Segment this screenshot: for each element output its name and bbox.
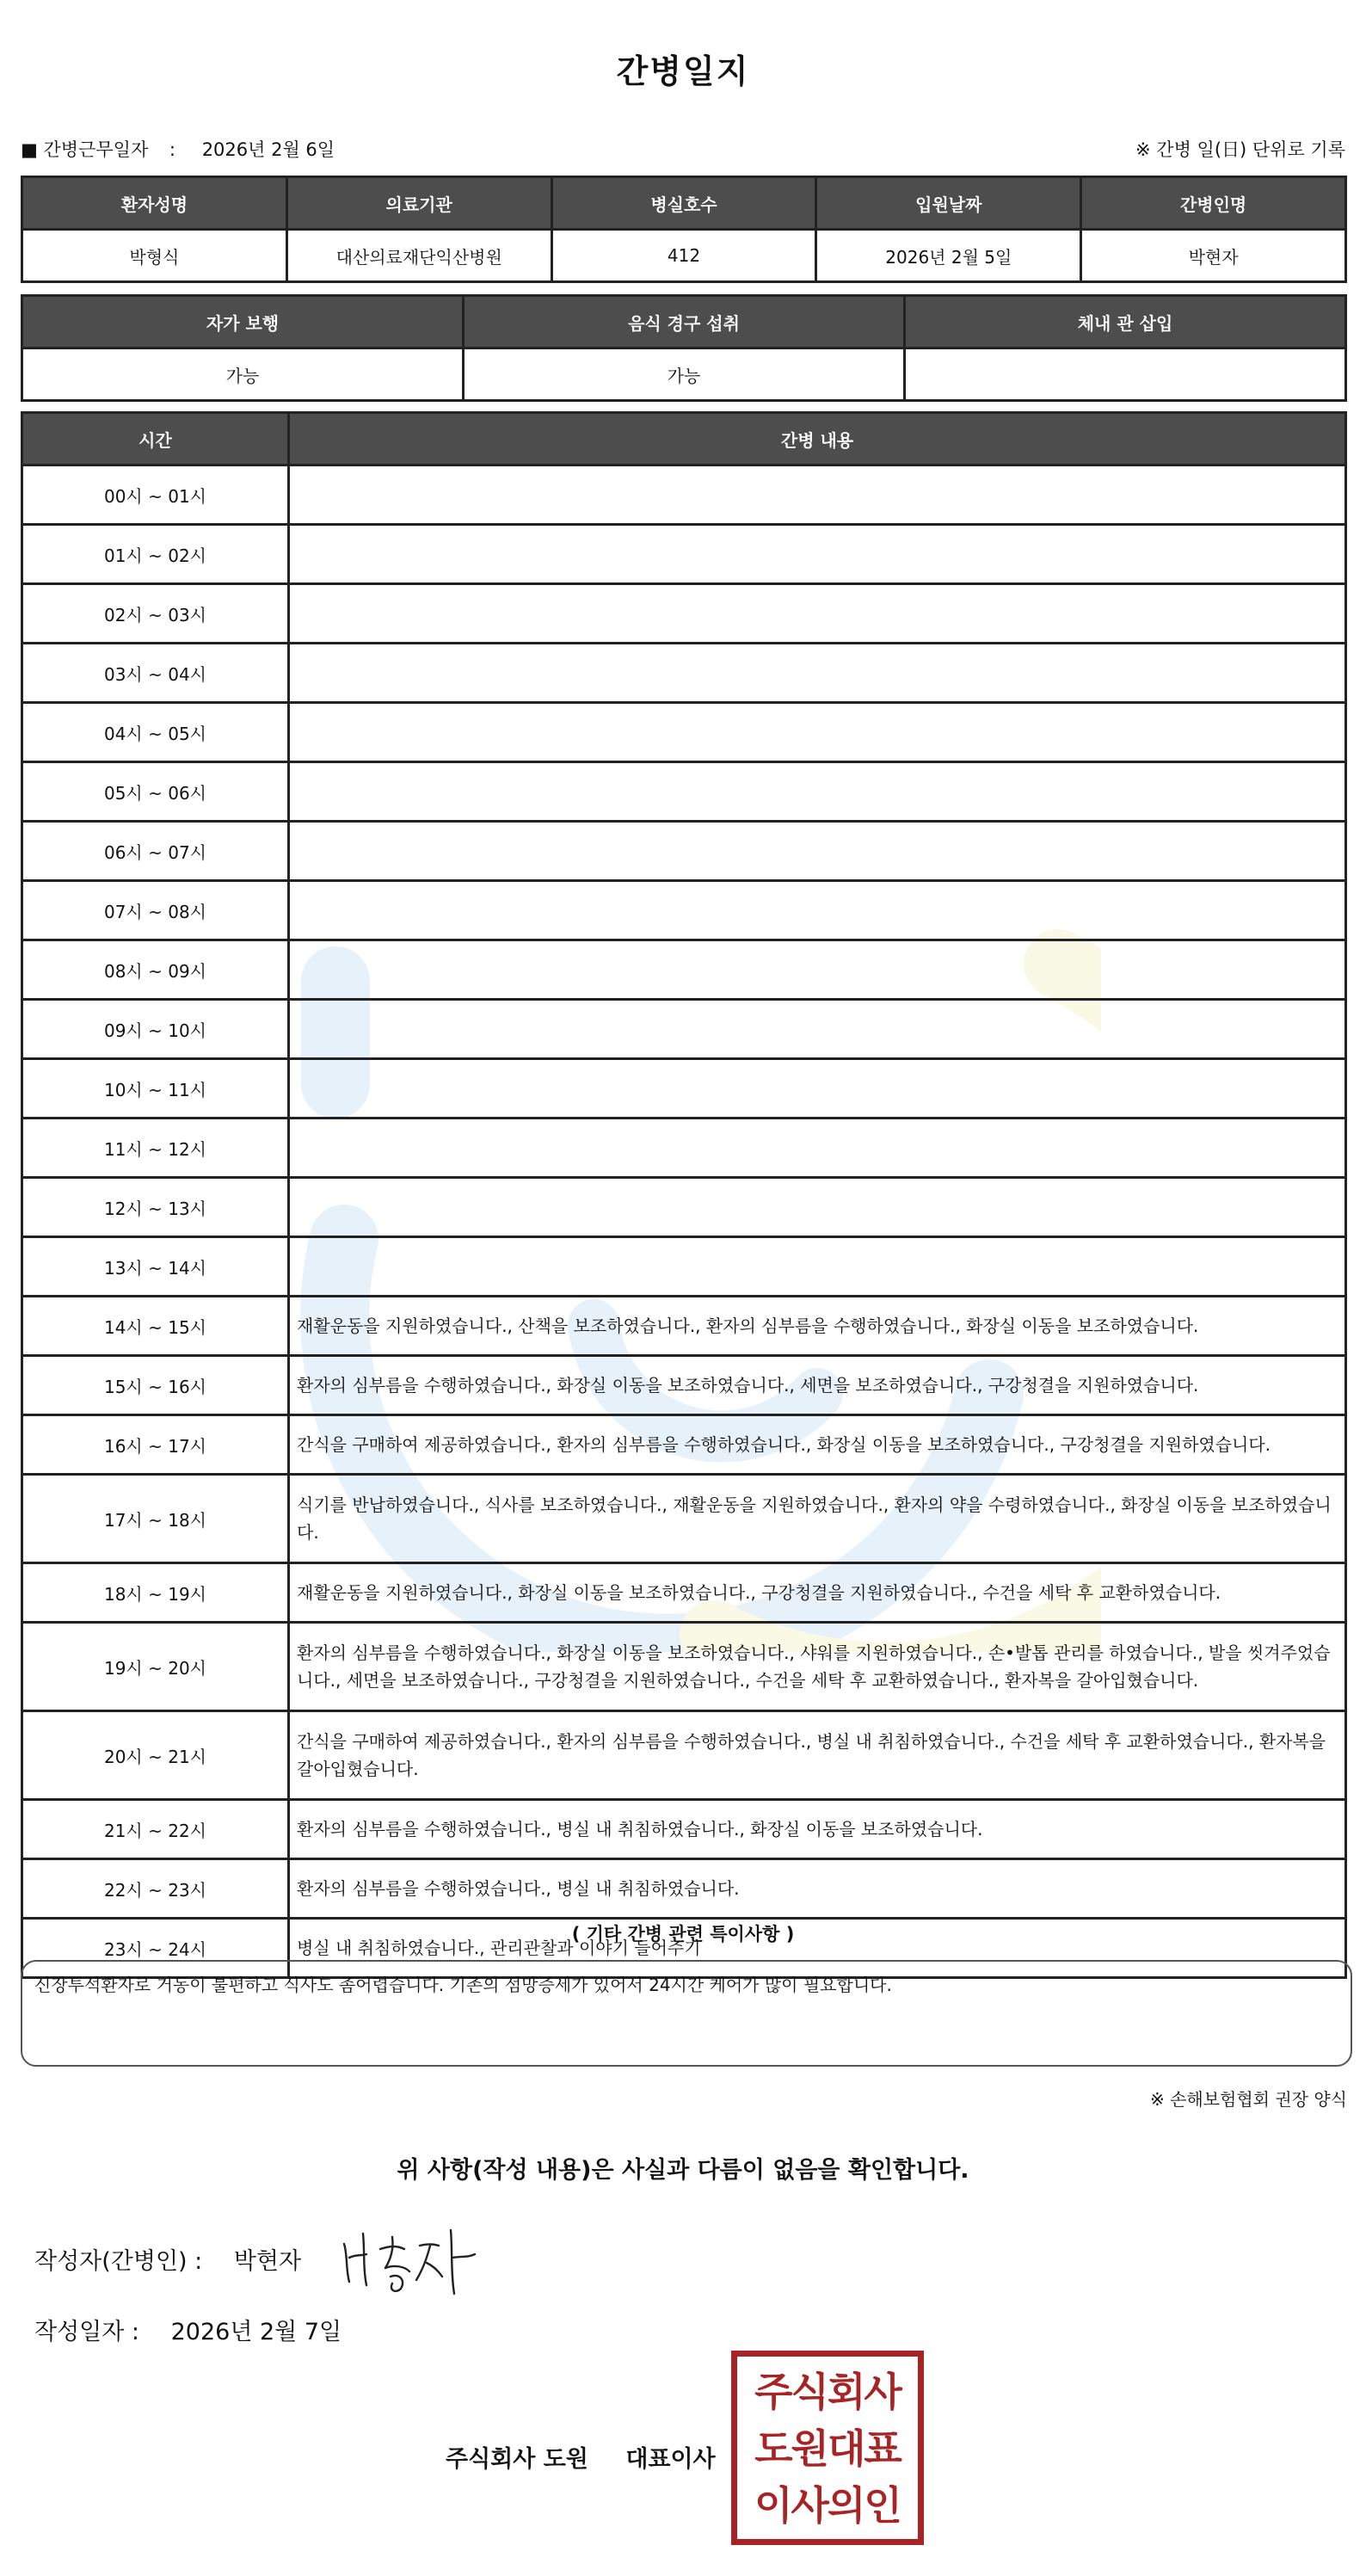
log-time: 10시 ~ 11시 <box>22 1059 289 1119</box>
representative-title: 대표이사 <box>625 2446 716 2473</box>
seal-line: 이사의인 <box>754 2482 901 2529</box>
seal-line: 주식회사 <box>754 2369 901 2415</box>
company-name: 주식회사 도원 <box>446 2446 588 2473</box>
log-content: 재활운동을 지원하였습니다., 산책을 보조하였습니다., 환자의 심부름을 수행하였습니다., 화장실 이동을 보조하였습니다. <box>289 1297 1346 1356</box>
log-time: 23시 ~ 24시 <box>22 1919 289 1978</box>
log-time: 05시 ~ 06시 <box>22 762 289 822</box>
log-time: 18시 ~ 19시 <box>22 1563 289 1623</box>
log-content <box>289 881 1346 940</box>
log-content: 간식을 구매하여 제공하였습니다., 환자의 심부름을 수행하였습니다., 병실 내 취침하였습니다., 수건을 세탁 후 교환하였습니다., 환자복을 갈아입혔습니다. <box>289 1711 1346 1800</box>
status-value-row <box>22 348 1346 401</box>
oral-intake-value: 가능 <box>464 348 905 401</box>
tube-header: 체내 관 삽입 <box>905 296 1346 348</box>
log-content <box>289 822 1346 881</box>
log-time: 21시 ~ 22시 <box>22 1800 289 1859</box>
written-date-label: 작성일자 : <box>34 2319 140 2345</box>
log-content <box>289 1119 1346 1178</box>
log-row <box>22 1356 1346 1415</box>
log-time: 00시 ~ 01시 <box>22 465 289 525</box>
patient-value-row <box>22 230 1346 282</box>
log-time: 20시 ~ 21시 <box>22 1711 289 1800</box>
content-header: 간병 내용 <box>289 413 1346 465</box>
admission-date-header: 입원날짜 <box>816 177 1081 230</box>
log-header-row <box>22 413 1346 465</box>
log-content <box>289 1000 1346 1059</box>
hospital-header: 의료기관 <box>286 177 551 230</box>
log-content: 식기를 반납하였습니다., 식사를 보조하였습니다., 재활운동을 지원하였습니다., 환자의 약을 수령하였습니다., 화장실 이동을 보조하였습니다. <box>289 1475 1346 1563</box>
log-row <box>22 465 1346 525</box>
room-number: 412 <box>551 230 816 282</box>
seal-lettering <box>737 2363 918 2534</box>
log-content <box>289 940 1346 1000</box>
oral-intake-header: 음식 경구 섭취 <box>464 296 905 348</box>
patient-name-header: 환자성명 <box>22 177 287 230</box>
log-content <box>289 1237 1346 1297</box>
log-row <box>22 1178 1346 1237</box>
walking-value: 가능 <box>22 348 464 401</box>
recommendation-note: ※ 손해보험협회 권장 양식 <box>1149 2089 1347 2110</box>
log-row <box>22 940 1346 1000</box>
log-content: 환자의 심부름을 수행하였습니다., 병실 내 취침하였습니다., 화장실 이동을 보조하였습니다. <box>289 1800 1346 1859</box>
company-seal <box>731 2351 924 2545</box>
patient-header-row <box>22 177 1346 230</box>
log-row <box>22 1119 1346 1178</box>
log-time: 15시 ~ 16시 <box>22 1356 289 1415</box>
patient-name: 박형식 <box>22 230 287 282</box>
log-content <box>289 762 1346 822</box>
care-date-label: ■ 간병근무일자 <box>21 139 149 160</box>
log-row <box>22 703 1346 762</box>
written-date-value: 2026년 2월 7일 <box>170 2319 342 2345</box>
seal-line: 도원대표 <box>754 2425 901 2472</box>
log-row <box>22 1623 1346 1711</box>
log-content: 재활운동을 지원하였습니다., 화장실 이동을 보조하였습니다., 구강청결을 지원하였습니다., 수건을 세탁 후 교환하였습니다. <box>289 1563 1346 1623</box>
log-row <box>22 1059 1346 1119</box>
log-time: 19시 ~ 20시 <box>22 1623 289 1711</box>
log-content: 병실 내 취침하였습니다., 관리관찰과 이야기 들어주기 <box>289 1919 1346 1978</box>
log-content: 환자의 심부름을 수행하였습니다., 화장실 이동을 보조하였습니다., 샤워를 지원하였습니다., 손•발톱 관리를 하였습니다., 발을 씻겨주었습니다., 세면을 보조하였습니다., 구강청결을 지원하였습니다., 수건을 세탁 후 교환하였습니다., 환자복을 갈아입혔습니다. <box>289 1623 1346 1711</box>
confirmation-statement: 위 사항(작성 내용)은 사실과 다름이 없음을 확인합니다. <box>397 2157 969 2184</box>
log-row <box>22 762 1346 822</box>
care-log-table <box>21 411 1347 1979</box>
writer-label: 작성자(간병인) : <box>34 2248 203 2275</box>
company-line <box>446 2440 716 2474</box>
log-time: 13시 ~ 14시 <box>22 1237 289 1297</box>
writer-line <box>34 2242 301 2276</box>
log-content <box>289 1178 1346 1237</box>
log-row <box>22 525 1346 584</box>
handwritten-signature <box>337 2220 483 2297</box>
log-content <box>289 584 1346 644</box>
log-time: 06시 ~ 07시 <box>22 822 289 881</box>
care-date <box>21 136 335 162</box>
log-content <box>289 1059 1346 1119</box>
caregiver-name: 박현자 <box>1081 230 1346 282</box>
document-title: 간병일지 <box>616 52 750 90</box>
walking-header: 자가 보행 <box>22 296 464 348</box>
log-row <box>22 822 1346 881</box>
patient-info-table <box>21 176 1347 283</box>
record-unit-note: ※ 간병 일(日) 단위로 기록 <box>1135 139 1345 160</box>
log-content: 간식을 구매하여 제공하였습니다., 환자의 심부름을 수행하였습니다., 화장실 이동을 보조하였습니다., 구강청결을 지원하였습니다. <box>289 1415 1346 1475</box>
log-time: 02시 ~ 03시 <box>22 584 289 644</box>
time-header: 시간 <box>22 413 289 465</box>
log-time: 16시 ~ 17시 <box>22 1415 289 1475</box>
log-row <box>22 1475 1346 1563</box>
caregiver-header: 간병인명 <box>1081 177 1346 230</box>
log-time: 14시 ~ 15시 <box>22 1297 289 1356</box>
care-date-separator: : <box>169 139 175 160</box>
log-row <box>22 1859 1346 1919</box>
log-row <box>22 1415 1346 1475</box>
log-content: 환자의 심부름을 수행하였습니다., 화장실 이동을 보조하였습니다., 세면을 보조하였습니다., 구강청결을 지원하였습니다. <box>289 1356 1346 1415</box>
log-content: 환자의 심부름을 수행하였습니다., 병실 내 취침하였습니다. <box>289 1859 1346 1919</box>
log-row <box>22 881 1346 940</box>
log-content <box>289 644 1346 703</box>
log-row <box>22 644 1346 703</box>
log-content <box>289 465 1346 525</box>
care-date-value: 2026년 2월 6일 <box>201 139 335 160</box>
log-row <box>22 584 1346 644</box>
log-time: 08시 ~ 09시 <box>22 940 289 1000</box>
log-row <box>22 1000 1346 1059</box>
notes-box: 신장투석환자로 거동이 불편하고 식사도 좀어렵습니다. 기존의 섬망증세가 있어서 24시간 케어가 많이 필요합니다. <box>21 1960 1352 2067</box>
log-row <box>22 1297 1346 1356</box>
log-time: 03시 ~ 04시 <box>22 644 289 703</box>
admission-date: 2026년 2월 5일 <box>816 230 1081 282</box>
log-row <box>22 1563 1346 1623</box>
notes-title: ( 기타 간병 관련 특이사항 ) <box>571 1924 795 1944</box>
log-time: 04시 ~ 05시 <box>22 703 289 762</box>
log-time: 01시 ~ 02시 <box>22 525 289 584</box>
log-row <box>22 1800 1346 1859</box>
hospital: 대산의료재단익산병원 <box>286 230 551 282</box>
status-header-row <box>22 296 1346 348</box>
log-content <box>289 525 1346 584</box>
log-content <box>289 703 1346 762</box>
written-date-line <box>34 2313 342 2346</box>
log-time: 12시 ~ 13시 <box>22 1178 289 1237</box>
log-time: 22시 ~ 23시 <box>22 1859 289 1919</box>
log-time: 07시 ~ 08시 <box>22 881 289 940</box>
patient-status-table <box>21 294 1347 402</box>
log-row <box>22 1711 1346 1800</box>
room-header: 병실호수 <box>551 177 816 230</box>
log-row <box>22 1237 1346 1297</box>
tube-value <box>905 348 1346 401</box>
writer-name: 박현자 <box>233 2248 302 2275</box>
log-time: 11시 ~ 12시 <box>22 1119 289 1178</box>
meta-row <box>21 131 1345 162</box>
log-time: 09시 ~ 10시 <box>22 1000 289 1059</box>
log-time: 17시 ~ 18시 <box>22 1475 289 1563</box>
